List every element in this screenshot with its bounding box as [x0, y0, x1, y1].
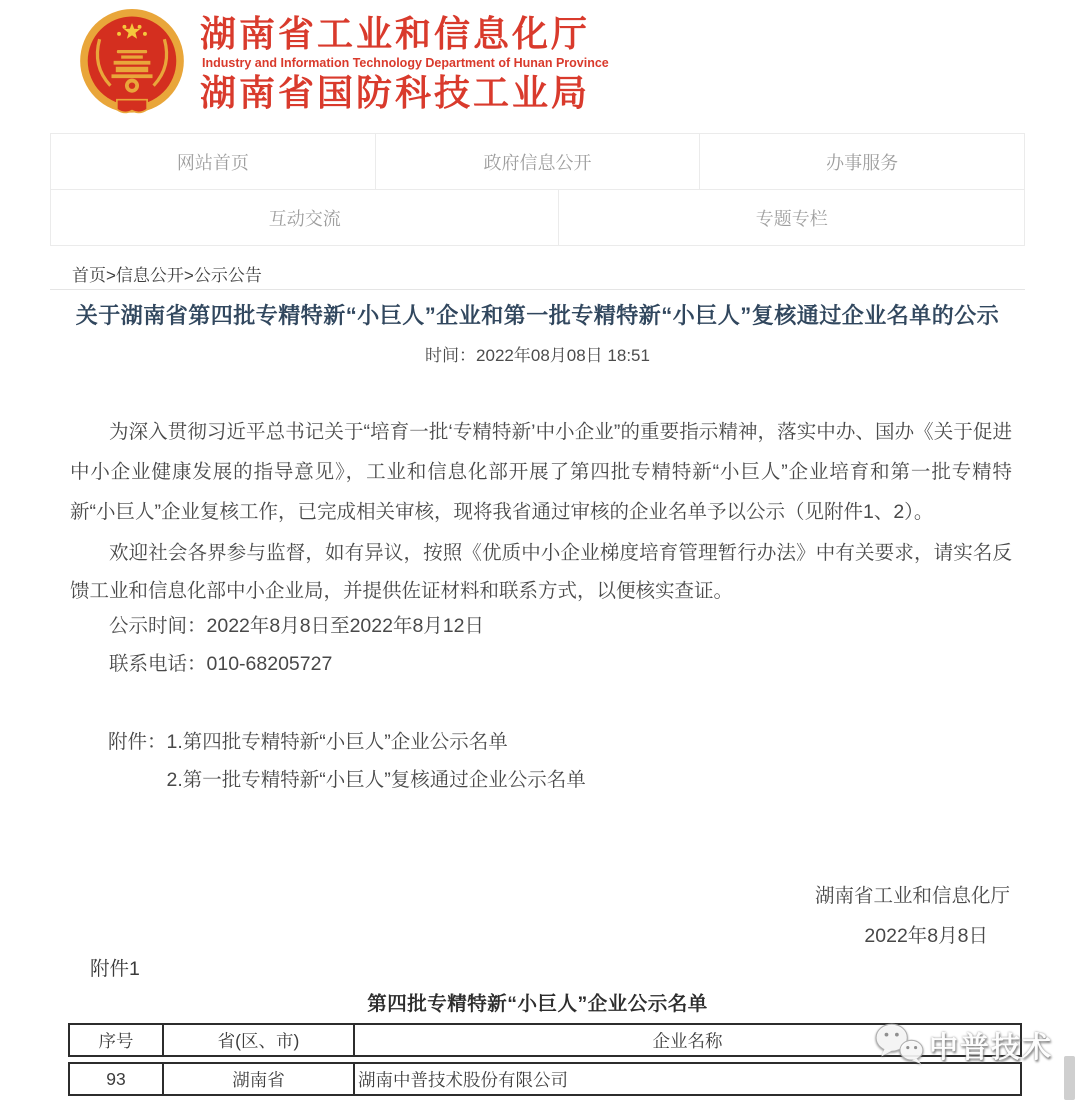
- signature-organization: 湖南省工业和信息化厅: [814, 885, 1010, 907]
- table-row: [68, 1062, 1022, 1096]
- article-paragraph-1: 为深入贯彻习近平总书记关于“培育一批‘专精特新’中小企业”的重要指示精神，落实中办、国办《关于促进中小企业健康发展的指导意见》，工业和信息化部开展了第四批专精特新“小巨人”企业培育和第一批专精特新“小巨人”企业复核工作，已完成相关审核，现将我省通过审核的企业名单予以公示（见附件1、2）。: [70, 421, 1012, 523]
- nav-item-interaction[interactable]: 互动交流: [50, 189, 559, 246]
- column-header-company: 企业名称: [652, 1030, 723, 1051]
- publicity-period-line: 公示时间：2022年8月8日至2022年8月12日: [109, 615, 484, 637]
- org-name-cn-1: 湖南省工业和信息化厅: [200, 13, 591, 55]
- watermark-text: 中普技术: [929, 1031, 1054, 1064]
- nav-item-home[interactable]: 网站首页: [50, 133, 376, 190]
- attachment1-label: 附件1: [90, 958, 140, 980]
- article-title: 关于湖南省第四批专精特新“小巨人”企业和第一批专精特新“小巨人”复核通过企业名单的公示: [75, 303, 1000, 328]
- main-nav: [50, 133, 1025, 246]
- nav-row-2: [50, 189, 1025, 246]
- contact-phone-line: 联系电话：010-68205727: [109, 653, 333, 675]
- site-header: [78, 6, 609, 120]
- attachments-indent-spacer: [108, 761, 167, 799]
- attachment1-table-title: 第四批专精特新“小巨人”企业公示名单: [367, 993, 708, 1015]
- breadcrumb-divider: [50, 289, 1025, 290]
- attachments-label: 附件：: [108, 731, 167, 753]
- attachment-item-1: 1.第四批专精特新“小巨人”企业公示名单: [166, 731, 508, 753]
- column-header-index: 序号: [98, 1030, 134, 1051]
- column-header-province: 省(区、市): [162, 1025, 355, 1055]
- org-title-block: [200, 13, 609, 113]
- cell-province: 湖南省: [162, 1064, 355, 1094]
- cell-company-name: 湖南中普技术股份有限公司: [358, 1069, 568, 1090]
- breadcrumb[interactable]: 首页>信息公开>公示公告: [72, 266, 262, 285]
- company-table: [68, 1023, 1022, 1096]
- attachment-item-2: 2.第一批专精特新“小巨人”复核通过企业公示名单: [166, 769, 586, 791]
- article-paragraph-2: 欢迎社会各界参与监督，如有异议，按照《优质中小企业梯度培育管理暂行办法》中有关要求，请实名反馈工业和信息化部中小企业局，并提供佐证材料和联系方式，以便核实查证。: [70, 542, 1012, 602]
- signature-date: 2022年8月8日: [864, 925, 988, 947]
- article-timestamp: 时间：2022年08月08日 18:51: [425, 346, 650, 365]
- national-emblem-icon: [78, 6, 186, 120]
- scrollbar-thumb[interactable]: [1064, 1056, 1075, 1100]
- nav-row-1: [50, 133, 1025, 190]
- cell-index: 93: [106, 1068, 126, 1089]
- attachments-list: [108, 723, 586, 799]
- nav-item-services[interactable]: 办事服务: [699, 133, 1025, 190]
- org-name-cn-2: 湖南省国防科技工业局: [200, 71, 591, 113]
- nav-item-special-topics[interactable]: 专题专栏: [558, 189, 1025, 246]
- org-name-en: Industry and Information Technology Department of Hunan Province: [202, 55, 609, 70]
- table-header-row: [68, 1023, 1022, 1057]
- nav-item-gov-info[interactable]: 政府信息公开: [375, 133, 701, 190]
